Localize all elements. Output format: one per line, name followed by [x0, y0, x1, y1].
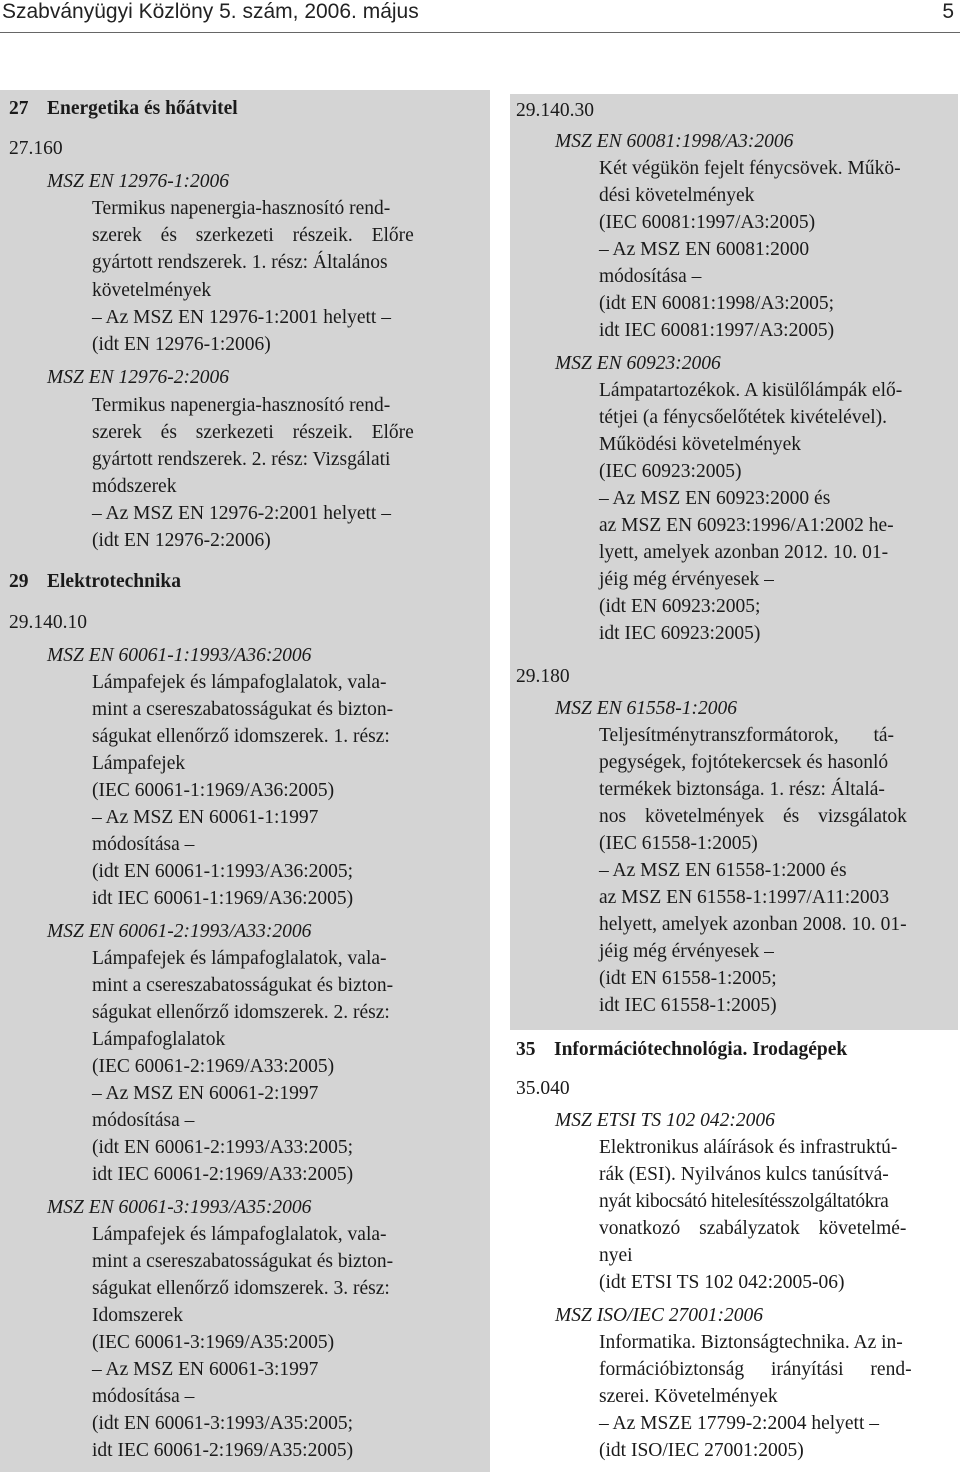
standard-text: – Az MSZ EN 12976-1:2001 helyett – [92, 307, 391, 328]
standard-text: nos követelmények és vizsgálatok [599, 806, 907, 827]
standard-text: az MSZ EN 61558-1:1997/A11:2003 [599, 887, 890, 908]
standard-text: Lámpatartozékok. A kisülőlámpák elő- [599, 380, 903, 401]
standard-text: – Az MSZ EN 60061-1:1997 [92, 807, 319, 828]
section-title-27: Energetika és hőátvitel [47, 98, 238, 119]
standard-text: – Az MSZ EN 60061-3:1997 [92, 1359, 319, 1380]
standard-text: Két végükön fejelt fénycsövek. Műkö- [599, 158, 901, 179]
standard-code: MSZ EN 60081:1998/A3:2006 [555, 131, 794, 152]
standard-text: idt IEC 60923:2005) [599, 623, 761, 644]
standard-text: Termikus napenergia-hasznosító rend- [92, 395, 391, 416]
standard-code: MSZ EN 60061-1:1993/A36:2006 [47, 645, 312, 666]
standard-text: Teljesítménytranszformátorok, tá- [599, 725, 895, 746]
standard-text: helyett, amelyek azonban 2008. 10. 01- [599, 914, 907, 935]
standard-text: (idt EN 60061-2:1993/A33:2005; [92, 1137, 354, 1158]
standard-text: szerei. Követelmények [599, 1386, 778, 1407]
standard-code: MSZ EN 60061-2:1993/A33:2006 [47, 921, 312, 942]
standard-text: Lámpafoglalatok [92, 1029, 226, 1050]
standard-text: (idt EN 61558-1:2005; [599, 968, 777, 989]
standard-text: jéig még érvényesek – [599, 941, 774, 962]
standard-text: Elektronikus aláírások és infrastruktú- [599, 1137, 898, 1158]
standard-text: Lámpafejek és lámpafoglalatok, vala- [92, 1224, 387, 1245]
standard-text: (idt ISO/IEC 27001:2005) [599, 1440, 804, 1461]
standard-text: mint a csereszabatosságukat és bizton- [92, 699, 394, 720]
standard-text: formációbiztonság irányítási rend- [599, 1359, 912, 1380]
standard-code: MSZ EN 60923:2006 [555, 353, 721, 374]
standard-text: Működési követelmények [599, 434, 801, 455]
standard-text: módosítása – [92, 1110, 195, 1131]
standard-text: (idt EN 12976-2:2006) [92, 530, 271, 551]
standard-text: dési követelmények [599, 185, 755, 206]
page-header [0, 0, 960, 30]
standard-text: idt IEC 60061-2:1969/A35:2005) [92, 1440, 354, 1461]
standard-text: (IEC 60061-3:1969/A35:2005) [92, 1332, 335, 1353]
section-title-29: Elektrotechnika [47, 571, 181, 592]
page-number: 5 [942, 0, 954, 23]
standard-text: – Az MSZ EN 60081:2000 [599, 239, 810, 260]
category-2914030: 29.140.30 [516, 100, 594, 121]
standard-text: Idomszerek [92, 1305, 183, 1326]
section-number-35: 35 [516, 1039, 536, 1060]
section-number-27: 27 [9, 98, 29, 119]
standard-text: ságukat ellenőrző idomszerek. 3. rész: [92, 1278, 390, 1299]
standard-text: (IEC 61558-1:2005) [599, 833, 758, 854]
standard-text: szerek és szerkezeti részeik. Előre [92, 422, 414, 443]
standard-text: nyei [599, 1245, 633, 1266]
standard-text: ságukat ellenőrző idomszerek. 1. rész: [92, 726, 390, 747]
standard-text: vonatkozó szabályzatok követelmé- [599, 1218, 907, 1239]
standard-text: nyát kibocsátó hitelesítésszolgáltatókra [599, 1191, 889, 1212]
standard-text: rák (ESI). Nyilvános kulcs tanúsítvá- [599, 1164, 889, 1185]
standard-text: idt IEC 60081:1997/A3:2005) [599, 320, 835, 341]
standard-code: MSZ EN 60061-3:1993/A35:2006 [47, 1197, 312, 1218]
standard-text: idt IEC 61558-1:2005) [599, 995, 777, 1016]
standard-text: módosítása – [599, 266, 702, 287]
standard-text: mint a csereszabatosságukat és bizton- [92, 1251, 394, 1272]
standard-text: módosítása – [92, 834, 195, 855]
standard-code: MSZ ISO/IEC 27001:2006 [555, 1305, 763, 1326]
standard-text: (IEC 60081:1997/A3:2005) [599, 212, 816, 233]
standard-text: – Az MSZ EN 12976-2:2001 helyett – [92, 503, 391, 524]
standard-text: Lámpafejek és lámpafoglalatok, vala- [92, 948, 387, 969]
standard-text: Lámpafejek [92, 753, 186, 774]
standard-text: mint a csereszabatosságukat és bizton- [92, 975, 394, 996]
standard-text: az MSZ EN 60923:1996/A1:2002 he- [599, 515, 894, 536]
standard-text: pegységek, fojtótekercsek és hasonló [599, 752, 889, 773]
standard-text: termékek biztonsága. 1. rész: Általá- [599, 779, 885, 800]
header-rule [0, 32, 960, 33]
standard-text: Lámpafejek és lámpafoglalatok, vala- [92, 672, 387, 693]
standard-text: követelmények [92, 280, 212, 301]
standard-text: idt IEC 60061-1:1969/A36:2005) [92, 888, 354, 909]
section-title-35: Információtechnológia. Irodagépek [554, 1039, 848, 1060]
category-27160: 27.160 [9, 138, 63, 159]
standard-code: MSZ EN 12976-1:2006 [47, 171, 229, 192]
standard-text: Informatika. Biztonságtechnika. Az in- [599, 1332, 903, 1353]
standard-code: MSZ EN 12976-2:2006 [47, 367, 229, 388]
standard-code: MSZ EN 61558-1:2006 [555, 698, 737, 719]
standard-text: – Az MSZ EN 60923:2000 és [599, 488, 831, 509]
standard-text: (idt EN 60061-3:1993/A35:2005; [92, 1413, 354, 1434]
standard-text: tétjei (a fénycsőelőtétek kivételével). [599, 407, 888, 428]
standard-text: (IEC 60923:2005) [599, 461, 742, 482]
category-2914010: 29.140.10 [9, 612, 87, 633]
standard-text: módszerek [92, 476, 177, 497]
standard-text: (IEC 60061-2:1969/A33:2005) [92, 1056, 335, 1077]
standard-text: módosítása – [92, 1386, 195, 1407]
standard-text: szerek és szerkezeti részeik. Előre [92, 225, 414, 246]
standard-text: (IEC 60061-1:1969/A36:2005) [92, 780, 335, 801]
standard-text: jéig még érvényesek – [599, 569, 774, 590]
category-29180: 29.180 [516, 666, 570, 687]
standard-text: lyett, amelyek azonban 2012. 10. 01- [599, 542, 889, 563]
standard-text: (idt EN 60081:1998/A3:2005; [599, 293, 835, 314]
standard-text: (idt EN 12976-1:2006) [92, 334, 271, 355]
standard-text: gyártott rendszerek. 1. rész: Általános [92, 252, 388, 273]
standard-text: idt IEC 60061-2:1969/A33:2005) [92, 1164, 354, 1185]
standard-text: – Az MSZ EN 60061-2:1997 [92, 1083, 319, 1104]
standard-text: (idt EN 60923:2005; [599, 596, 761, 617]
section-number-29: 29 [9, 571, 29, 592]
standard-text: gyártott rendszerek. 2. rész: Vizsgálati [92, 449, 391, 470]
journal-title: Szabványügyi Közlöny 5. szám, 2006. május [2, 0, 419, 23]
standard-code: MSZ ETSI TS 102 042:2006 [555, 1110, 775, 1131]
category-35040: 35.040 [516, 1078, 570, 1099]
standard-text: – Az MSZE 17799-2:2004 helyett – [599, 1413, 880, 1434]
standard-text: (idt EN 60061-1:1993/A36:2005; [92, 861, 354, 882]
standard-text: (idt ETSI TS 102 042:2005-06) [599, 1272, 845, 1293]
standard-text: ságukat ellenőrző idomszerek. 2. rész: [92, 1002, 390, 1023]
standard-text: – Az MSZ EN 61558-1:2000 és [599, 860, 847, 881]
standard-text: Termikus napenergia-hasznosító rend- [92, 198, 391, 219]
